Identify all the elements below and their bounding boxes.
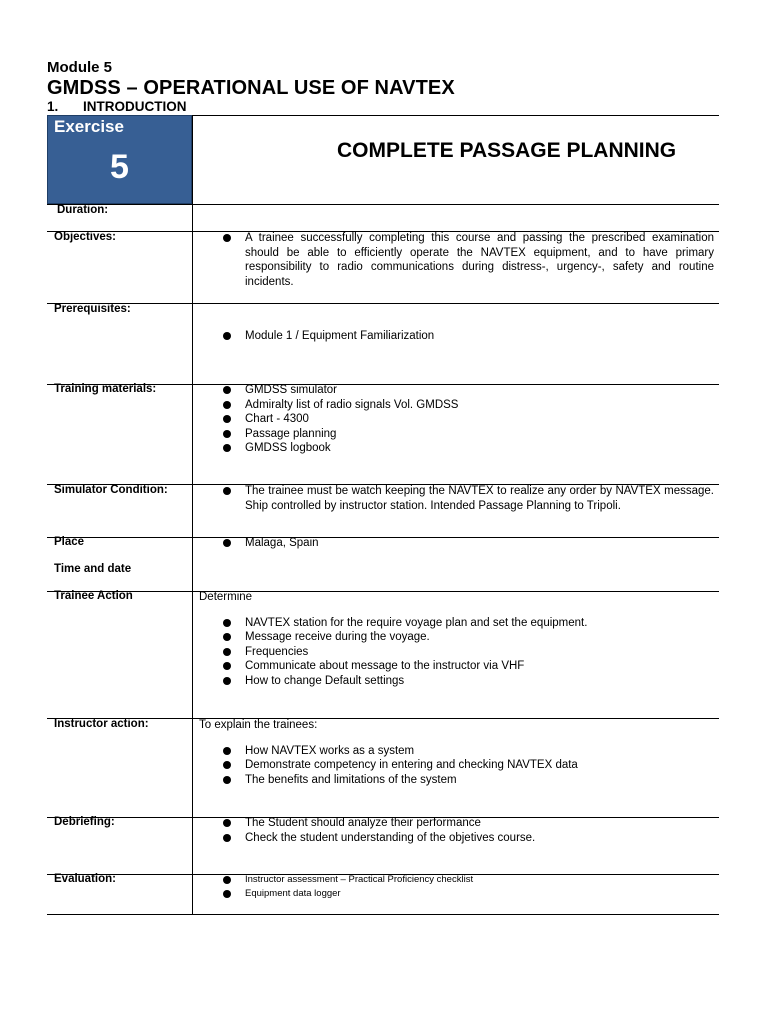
column-divider	[192, 115, 193, 915]
list-item: Admiralty list of radio signals Vol. GMDSS	[199, 398, 714, 413]
bullet-icon	[223, 819, 231, 827]
list-item: Module 1 / Equipment Familiarization	[199, 329, 714, 344]
bullet-icon	[223, 761, 231, 769]
list-item: Check the student understanding of the objetives course.	[199, 831, 714, 846]
row-divider	[47, 303, 719, 304]
instructor-action-lead: To explain the trainees:	[199, 719, 318, 731]
list-item: NAVTEX station for the require voyage plan and set the equipment.	[199, 616, 714, 631]
bullet-icon	[223, 539, 231, 547]
objectives-content	[199, 231, 714, 289]
trainee-action-label: Trainee Action	[54, 590, 133, 602]
list-item: Passage planning	[199, 427, 714, 442]
list-item: Instructor assessment – Practical Proficiency checklist	[199, 873, 714, 887]
bullet-icon	[223, 619, 231, 627]
section-number: 1.	[47, 99, 59, 114]
list-item: The benefits and limitations of the system	[199, 773, 714, 788]
list-item: Malaga, Spain	[199, 536, 714, 551]
list-item: Communicate about message to the instructor via VHF	[199, 659, 714, 674]
time-date-label: Time and date	[54, 563, 132, 575]
exercise-box	[47, 115, 192, 204]
bullet-icon	[223, 776, 231, 784]
trainee-action-lead: Determine	[199, 591, 253, 603]
instructor-action-content	[199, 718, 714, 787]
evaluation-label: Evaluation:	[54, 873, 116, 885]
bullet-icon	[223, 401, 231, 409]
debriefing-label: Debriefing:	[54, 816, 115, 828]
prerequisites-label: Prerequisites:	[54, 303, 131, 315]
bullet-icon	[223, 415, 231, 423]
training-materials-label: Training materials:	[54, 383, 157, 395]
place-content	[199, 536, 714, 551]
trainee-action-content	[199, 590, 714, 689]
list-item: GMDSS logbook	[199, 441, 714, 456]
bullet-icon	[223, 234, 231, 242]
simulator-condition-content	[199, 484, 714, 513]
bullet-icon	[223, 386, 231, 394]
list-item: How to change Default settings	[199, 674, 714, 689]
list-item: Demonstrate competency in entering and checking NAVTEX data	[199, 758, 714, 773]
bullet-icon	[223, 648, 231, 656]
list-item: How NAVTEX works as a system	[199, 744, 714, 759]
list-item: A trainee successfully completing this course and passing the prescribed examination should be able to efficiently operate the NAVTEX equipment, and to have primary responsibility to radio communications during distress-, urgency-, safety and routine incidents.	[199, 231, 714, 289]
list-item: Equipment data logger	[199, 887, 714, 901]
debriefing-content	[199, 816, 714, 845]
exercise-label: Exercise	[54, 117, 124, 136]
exercise-number: 5	[110, 148, 129, 186]
list-item: The Student should analyze their performance	[199, 816, 714, 831]
bullet-icon	[223, 834, 231, 842]
list-item: GMDSS simulator	[199, 383, 714, 398]
bullet-icon	[223, 876, 231, 884]
duration-label: Duration:	[57, 204, 109, 216]
section-heading	[47, 99, 187, 114]
training-materials-content	[199, 383, 714, 456]
table-border-bottom	[47, 914, 719, 915]
bullet-icon	[223, 430, 231, 438]
list-item: The trainee must be watch keeping the NAVTEX to realize any order by NAVTEX message. Ship controlled by instructor station. Intended Passage Planning to Tripoli.	[199, 484, 714, 513]
bullet-icon	[223, 487, 231, 495]
place-label: Place	[54, 536, 85, 548]
row-divider	[47, 204, 719, 205]
instructor-action-label: Instructor action:	[54, 718, 149, 730]
prerequisites-content	[199, 329, 714, 344]
list-item: Message receive during the voyage.	[199, 630, 714, 645]
section-label: INTRODUCTION	[83, 99, 187, 114]
bullet-icon	[223, 890, 231, 898]
bullet-icon	[223, 662, 231, 670]
module-heading: Module 5	[47, 59, 113, 76]
exercise-title: COMPLETE PASSAGE PLANNING	[337, 139, 677, 162]
evaluation-content	[199, 873, 714, 901]
list-item: Frequencies	[199, 645, 714, 660]
bullet-icon	[223, 633, 231, 641]
bullet-icon	[223, 332, 231, 340]
bullet-icon	[223, 444, 231, 452]
bullet-icon	[223, 677, 231, 685]
objectives-label: Objectives:	[54, 231, 116, 243]
bullet-icon	[223, 747, 231, 755]
simulator-condition-label: Simulator Condition:	[54, 484, 168, 496]
document-title: GMDSS – OPERATIONAL USE OF NAVTEX	[47, 77, 455, 99]
list-item: Chart - 4300	[199, 412, 714, 427]
